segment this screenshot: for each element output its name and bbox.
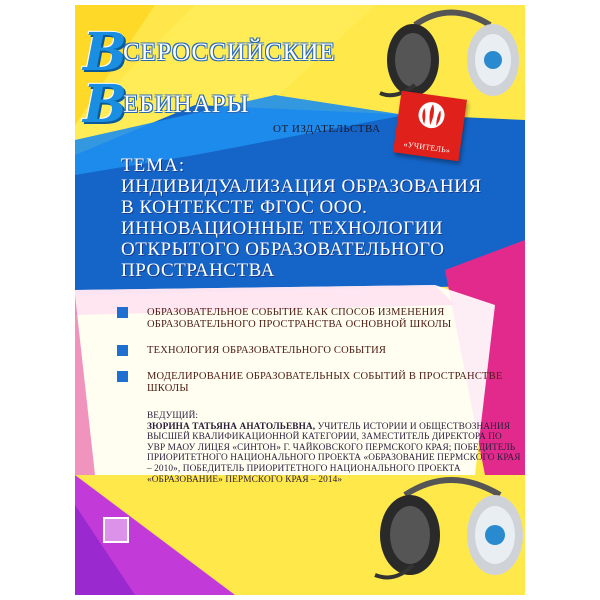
theme-line: ИННОВАЦИОННЫЕ ТЕХНОЛОГИИ [121,218,444,239]
host-description: УЧИТЕЛЬ ИСТОРИИ И ОБЩЕСТВОЗНАНИЯ ВЫСШЕЙ КВАЛИФИКАЦИОННОЙ КАТЕГОРИИ, ЗАМЕСТИТЕЛЬ ДИРЕКТОРА ПО УВР МАОУ ЛИЦЕЯ «СИНТОН» Г. ЧАЙКОВСКОГО ПЕРМСКОГО КРАЯ; ПОБЕДИТЕЛЬ ПРИОРИТЕТНОГО НАЦИОНАЛЬНОГО ПРОЕКТА «ОБРАЗОВАНИЕ ПЕРМСКОГО КРАЯ – 2010», ПОБЕДИТЕЛЬ ПРИОРИТЕТНОГО НАЦИОНАЛЬНОГО ПРОЕКТА «ОБРАЗОВАНИЕ» ПЕРМСКОГО КРАЯ – 2014» [147,421,521,485]
topic-text: ТЕХНОЛОГИЯ ОБРАЗОВАТЕЛЬНОГО СОБЫТИЯ [147,345,387,356]
host-block [147,411,522,485]
topic-item [117,371,517,395]
square-bullet-icon [117,371,128,382]
theme-line: ОТКРЫТОГО ОБРАЗОВАТЕЛЬНОГО [121,239,445,260]
square-bullet-icon [117,307,128,318]
theme-line: ПРОСТРАНСТВА [121,260,275,281]
title-rest-2: ЕБИНАРЫ [123,91,250,118]
theme-label: ТЕМА: [121,155,186,176]
publisher-label: ОТ ИЗДАТЕЛЬСТВА [273,123,381,135]
title-initial-2: В [83,74,127,135]
uchitel-logo [393,91,467,162]
square-bullet-icon [117,345,128,356]
topics-list [117,307,517,406]
theme-line: ИНДИВИДУАЛИЗАЦИЯ ОБРАЗОВАНИЯ [121,176,482,197]
topic-item [117,307,517,331]
topic-text: МОДЕЛИРОВАНИЕ ОБРАЗОВАТЕЛЬНЫХ СОБЫТИЙ В ПРОСТРАНСТВЕ ШКОЛЫ [147,371,503,394]
theme-line: В КОНТЕКСТЕ ФГОС ООО. [121,197,368,218]
logo-text: «УЧИТЕЛЬ» [403,139,451,156]
webinar-poster [75,5,525,595]
host-details [147,422,522,486]
host-name: ЗЮРИНА ТАТЬЯНА АНАТОЛЬЕВНА, [147,421,316,432]
title-rest-1: СЕРОССИЙСКИЕ [123,39,336,66]
flame-icon [396,91,467,144]
theme-block [121,155,482,281]
title-initial-1: В [83,22,127,83]
topic-item [117,345,517,357]
topic-text: ОБРАЗОВАТЕЛЬНОЕ СОБЫТИЕ КАК СПОСОБ ИЗМЕНЕНИЯ ОБРАЗОВАТЕЛЬНОГО ПРОСТРАНСТВА ОСНОВНОЙ ШКОЛЫ [147,307,452,330]
host-label: ВЕДУЩИЙ: [147,411,199,421]
corner-square-decoration [103,517,129,543]
